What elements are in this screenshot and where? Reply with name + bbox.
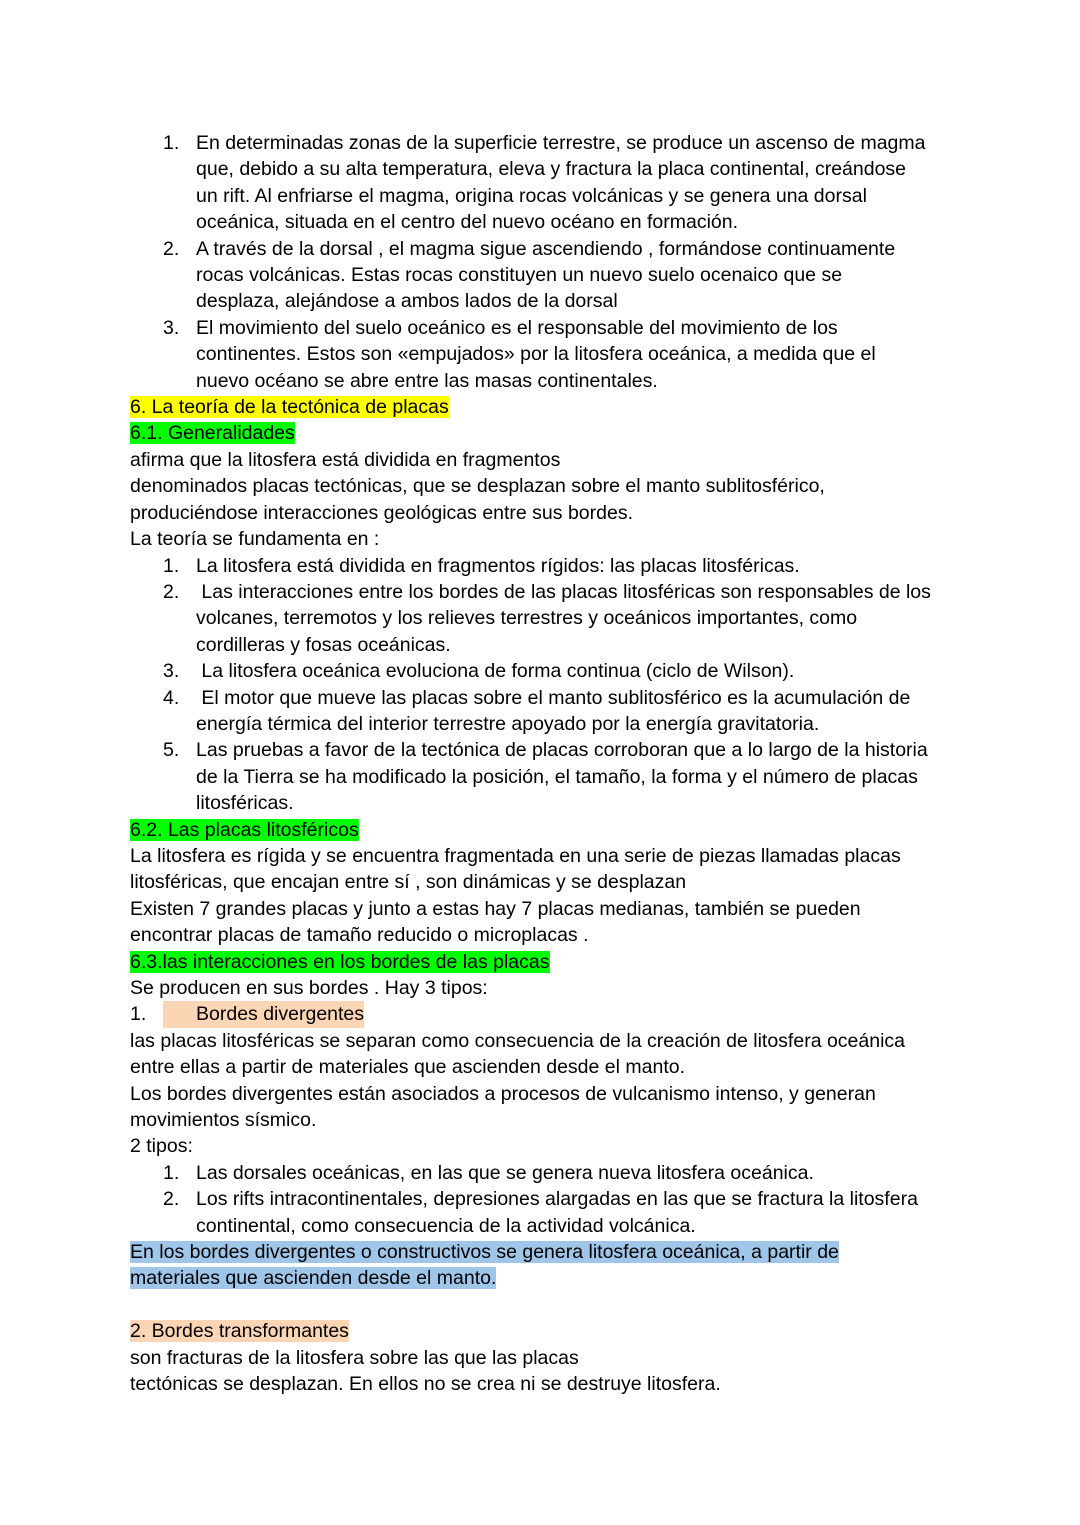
paragraph-line: litosféricas, que encajan entre sí , son dinámicas y se desplazan [130,871,687,894]
text-line: Las dorsales oceánicas, en las que se genera nueva litosfera oceánica. [196,1161,814,1184]
text-line: volcanes, terremotos y los relieves terrestres y oceánicos importantes, como [196,607,858,630]
list-number: 5. [163,739,180,762]
section-heading: 6. La teoría de la tectónica de placas [130,396,449,419]
list-number: 1. [163,1161,180,1184]
list-item [130,1160,960,1186]
text-line: Los rifts intracontinentales, depresiones alargadas en las que se fractura la litosfera [196,1188,918,1211]
subsection-heading-generalidades: 6.1. Generalidades [130,422,295,445]
divergent-title: Bordes divergentes [196,1003,365,1026]
text-line: En determinadas zonas de la superficie terrestre, se produce un ascenso de magma [196,132,926,154]
text-line: rocas volcánicas. Estas rocas constituyen un nuevo suelo ocenaico que se [196,264,843,287]
subsection-heading-interacciones: 6.3.las interacciones en los bordes de las placas [130,950,550,973]
paragraph-line: La teoría se fundamenta en : [130,528,380,551]
text-line: El motor que mueve las placas sobre el manto sublitosférico es la acumulación de [196,686,911,709]
text-line: El movimiento del suelo oceánico es el responsable del movimiento de los [196,316,838,339]
list-item-divergentes [130,1001,960,1027]
text-line: litosféricas. [196,792,294,815]
list-number: 2. [163,580,180,603]
list-number: 2. [163,1188,180,1211]
highlighted-summary: En los bordes divergentes o constructivos se genera litosfera oceánica, a partir de [130,1241,839,1264]
text-line: de la Tierra se ha modificado la posición, el tamaño, la forma y el número de placas [196,765,918,788]
list-number: 1. [163,554,180,577]
paragraph-line: Existen 7 grandes placas y junto a estas hay 7 placas medianas, también se pueden [130,897,861,920]
paragraph-line: las placas litosféricas se separan como consecuencia de la creación de litosfera oceánica [130,1029,906,1052]
list-item [130,315,960,394]
text-line: A través de la dorsal , el magma sigue ascendiendo , formándose continuamente [196,237,896,260]
text-line: continentes. Estos son «empujados» por la litosfera oceánica, a medida que el [196,343,876,366]
list-number: 3. [163,316,180,339]
paragraph-line: afirma que la litosfera está dividida en fragmentos [130,448,561,471]
list-item [130,658,960,684]
list-item [130,737,960,816]
paragraph-line: son fracturas de la litosfera sobre las que las placas [130,1346,579,1369]
paragraph-line: denominados placas tectónicas, que se desplazan sobre el manto sublitosférico, [130,475,825,498]
list-item [130,579,960,658]
paragraph-line: encontrar placas de tamaño reducido o microplacas . [130,924,589,947]
highlighted-heading-transformantes: 2. Bordes transformantes [130,1320,349,1343]
text-line: oceánica, situada en el centro del nuevo océano en formación. [196,211,739,234]
text-line: cordilleras y fosas oceánicas. [196,633,451,656]
list-item [130,236,960,315]
list-number: 3. [163,660,180,683]
paragraph-line: entre ellas a partir de materiales que ascienden desde el manto. [130,1056,685,1079]
paragraph-line: La litosfera es rígida y se encuentra fragmentada en una serie de piezas llamadas placas [130,844,901,867]
blank-line [130,1292,960,1318]
highlighted-summary: materiales que ascienden desde el manto. [130,1267,497,1290]
list-number: 2. [163,237,180,260]
paragraph-line: tectónicas se desplazan. En ellos no se crea ni se destruye litosfera. [130,1373,721,1396]
subsection-heading-placas: 6.2. Las placas litosféricos [130,818,359,841]
text-line: La litosfera oceánica evoluciona de forma continua (ciclo de Wilson). [196,660,795,683]
text-line: Las interacciones entre los bordes de las placas litosféricas son responsables de los [196,580,931,603]
text-line: nuevo océano se abre entre las masas continentales. [196,369,658,392]
text-line: continental, como consecuencia de la actividad volcánica. [196,1214,696,1237]
text-line: La litosfera está dividida en fragmentos rígidos: las placas litosféricas. [196,554,800,577]
text-line: desplaza, alejándose a ambos lados de la dorsal [196,290,618,313]
list-item [130,553,960,579]
paragraph-line: Los bordes divergentes están asociados a procesos de vulcanismo intenso, y generan [130,1082,876,1105]
paragraph-line: Se producen en sus bordes . Hay 3 tipos: [130,977,488,999]
list-item [130,685,960,738]
paragraph-line: movimientos sísmico. [130,1109,317,1132]
list-number: 1. [130,1003,147,1026]
text-line: un rift. Al enfriarse el magma, origina rocas volcánicas y se genera una dorsal [196,184,867,207]
document-page [130,130,960,1397]
text-line: que, debido a su alta temperatura, eleva y fractura la placa continental, creándose [196,158,907,181]
list-number: 1. [163,132,180,154]
paragraph-line: 2 tipos: [130,1135,193,1158]
paragraph-line: produciéndose interacciones geológicas entre sus bordes. [130,501,633,524]
text-line: Las pruebas a favor de la tectónica de placas corroboran que a lo largo de la historia [196,739,928,762]
highlighted-heading [130,1001,365,1027]
list-item [130,130,960,236]
text-line: energía térmica del interior terrestre apoyado por la energía gravitatoria. [196,712,820,735]
list-item [130,1186,960,1239]
list-number: 4. [163,686,180,709]
